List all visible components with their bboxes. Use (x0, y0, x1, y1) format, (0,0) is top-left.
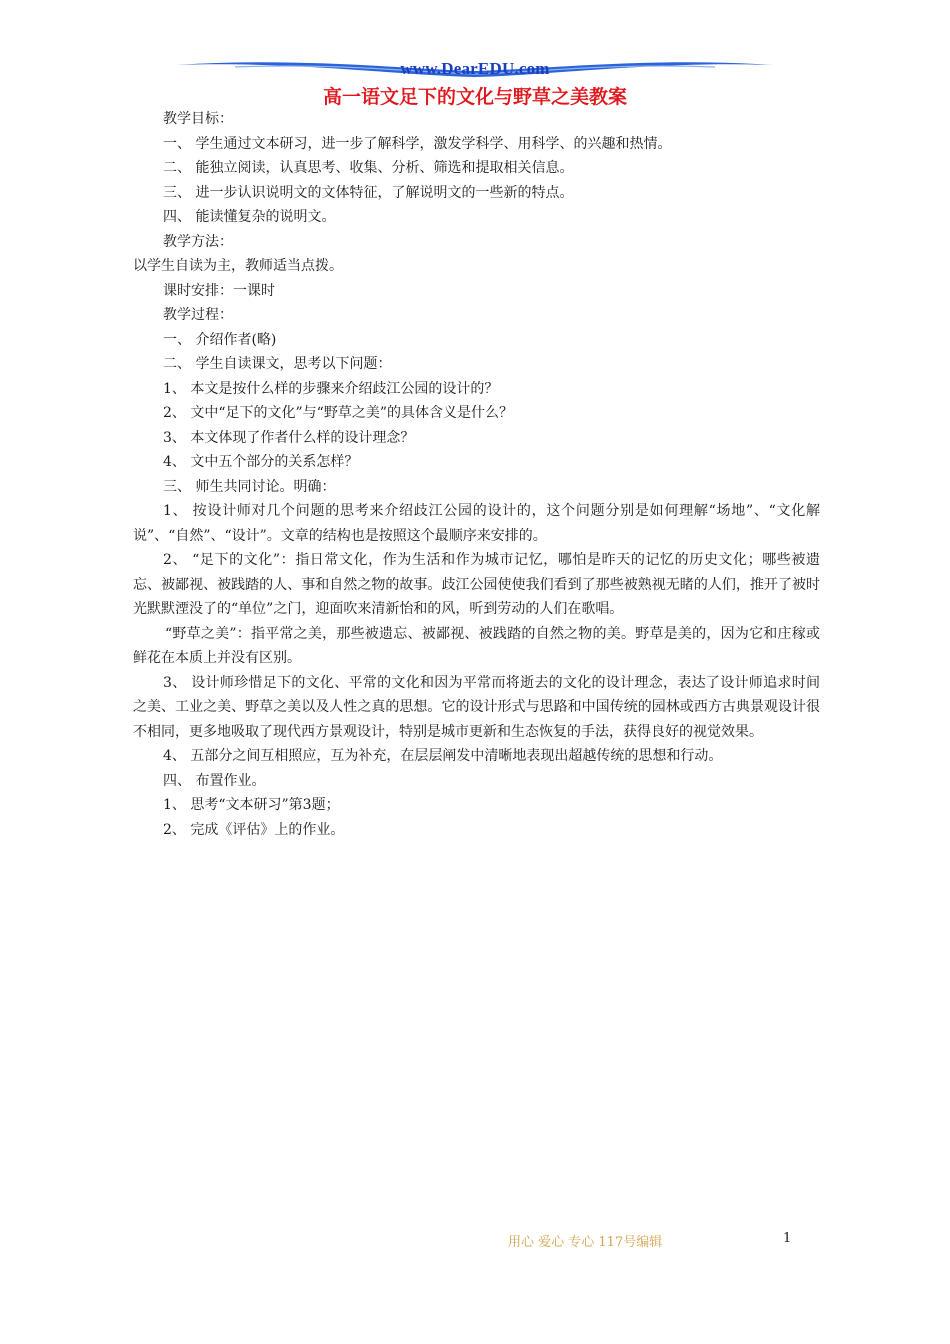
body-line: 2、 完成《评估》上的作业。 (163, 821, 345, 838)
body-line: 教学方法： (163, 233, 233, 250)
body-paragraph: 4、 五部分之间互相照应，互为补充，在层层阐发中清晰地表现出超越传统的思想和行动。 (163, 748, 723, 764)
body-line: 1、 思考“文本研习”第3题； (163, 797, 340, 813)
body-paragraph: “野草之美”：指平常之美，那些被遗忘、被鄙视、被践踏的自然之物的美。野草是美的，因为它和庄稼或鲜花在本质上并没有区别。 (133, 625, 820, 666)
body-line: 教学目标： (163, 111, 233, 127)
body-line: 二、 学生自读课文，思考以下问题： (163, 356, 392, 372)
body-line: 教学过程： (163, 307, 233, 323)
body-line: 以学生自读为主，教师适当点拨。 (133, 258, 343, 274)
body-line: 三、 进一步认识说明文的文体特征，了解说明文的一些新的特点。 (163, 184, 574, 201)
page-number: 1 (783, 1231, 792, 1246)
body-line: 一、 学生通过文本研习，进一步了解科学，激发学科学、用科学、的兴趣和热情。 (163, 135, 672, 152)
body-paragraph: 1、 按设计师对几个问题的思考来介绍歧江公园的设计的，这个问题分别是如何理解“场地”、“文化解说”、“自然”、“设计”。文章的结构也是按照这个最顺序来安排的。 (133, 503, 820, 544)
footer-text: 用心 爱心 专心 117号编辑 (508, 1235, 663, 1250)
site-url: www.DearEDU.com (400, 59, 550, 78)
body-line: 三、 师生共同讨论。明确： (163, 478, 336, 495)
body-paragraph: 3、 设计师珍惜足下的文化、平常的文化和因为平常而将逝去的文化的设计理念，表达了设计师追求时间之美、工业之美、野草之美以及人性之真的思想。它的设计形式与思路和中国传统的园林或西方古典景观设计很不相同，更多地吸取了现代西方景观设计，特别是城市更新和生态恢复的手法，获得良好的视觉效果。 (133, 674, 820, 740)
body-paragraph: 2、 “足下的文化”：指日常文化，作为生活和作为城市记忆，哪怕是昨天的记忆的历史文化；哪些被遗忘、被鄙视、被践踏的人、事和自然之物的故事。歧江公园使使我们看到了那些被熟视无睹的人们，推开了被时光默默湮没了的“单位”之门，迎面吹来清新怡和的风，听到劳动的人们在歌唱。 (133, 552, 820, 617)
body-line: 一、 介绍作者(略) (163, 331, 277, 348)
body-line: 1、 本文是按什么样的步骤来介绍歧江公园的设计的？ (163, 380, 499, 397)
body-line: 4、 文中五个部分的关系怎样？ (163, 454, 359, 470)
body-line: 3、 本文体现了作者什么样的设计理念？ (163, 429, 415, 446)
body-line: 四、 能读懂复杂的说明文。 (163, 209, 336, 225)
body-line: 课时安排：一课时 (163, 282, 275, 299)
body-line: 二、 能独立阅读，认真思考、收集、分析、筛选和提取相关信息。 (163, 160, 574, 176)
document-title: 高一语文足下的文化与野草之美教案 (322, 86, 627, 108)
document-body (133, 107, 820, 842)
body-line: 四、 布置作业。 (163, 772, 266, 789)
body-line: 2、 文中“足下的文化”与“野草之美”的具体含义是什么？ (163, 405, 513, 421)
